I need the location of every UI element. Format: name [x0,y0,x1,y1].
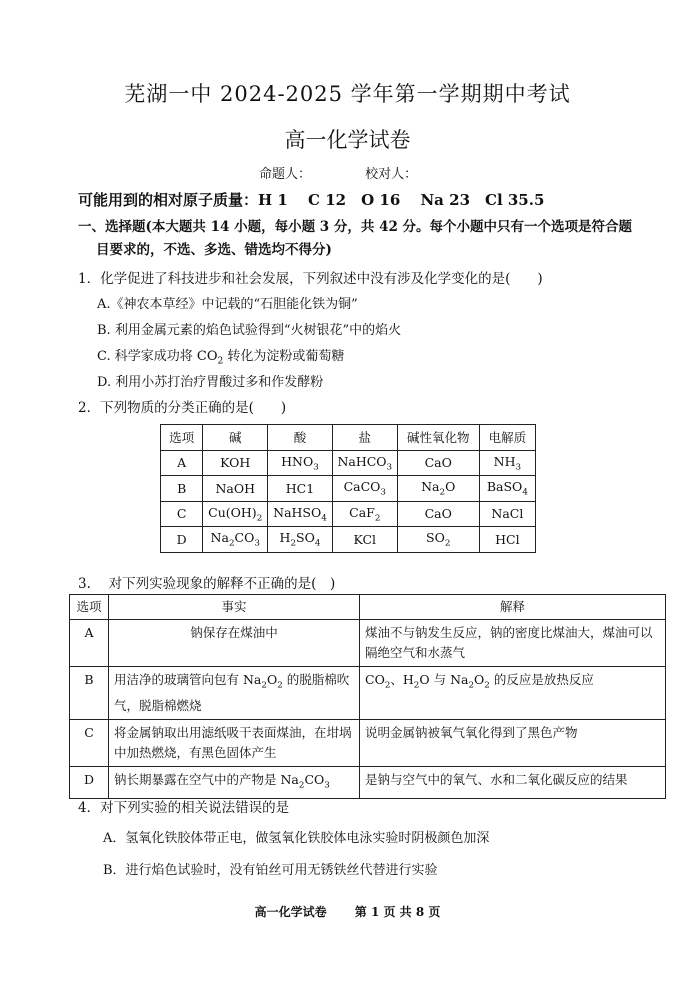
q3-d-fact-pre: 钠长期暴露在空气中的产物是 Na [114,771,299,787]
q1-c-pre: C. 科学家成功将 CO [97,349,218,364]
q2-cell: NaOH [203,476,268,502]
sub: 2 [261,680,267,691]
q3-b-fact-mid: O [266,672,278,687]
q2-cell: $Cu(OH)_2$ [203,501,268,527]
q2-cell: $NH_3$ [479,450,535,476]
q2-cell: A [161,450,203,476]
q3-b-exp-post: 的反应是放热反应 [489,672,594,687]
q4-option-a: A．氢氧化铁胶体带正电，做氢氧化铁胶体电泳实验时阴极颜色加深 [103,831,490,846]
q2-cell: $Na_2CO_3$ [203,527,268,553]
atomic-masses: 可能用到的相对原子质量：H 1 C 12 O 16 Na 23 Cl 35.5 [78,191,545,209]
q2-header: 碱 [203,425,268,451]
q2-cell: CaO [397,501,479,527]
q3-row-a [70,620,666,667]
q2-row-b [161,476,536,502]
q2-cell: $Na_2O$ [397,476,479,502]
q3-fact: 钠保存在煤油中 [109,620,360,667]
q2-cell: KCl [332,527,397,553]
q2-cell: $HNO_3$ [268,450,333,476]
q3-fact: 将金属钠取出用滤纸吸干表面煤油，在坩埚中加热燃烧，有黑色固体产生 [109,719,360,766]
checker-label: 校对人： [365,167,418,182]
q2-table [160,424,536,553]
q3-row-b [70,667,666,720]
q1-c-sub: 2 [217,356,224,367]
q2-cell: CaO [397,450,479,476]
q3-b-exp-mid1: 、H [390,672,414,687]
q3-opt: B [70,667,109,720]
q2-cell: NaCl [479,501,535,527]
q2-header: 盐 [332,425,397,451]
q3-fact [109,667,360,720]
q2-row-d [161,527,536,553]
q1-option-a: A.《神农本草经》中记载的“石胆能化铁为铜” [97,297,358,312]
q3-b-fact-post: 的脱脂棉吹气，脱脂棉燃烧 [114,672,350,713]
sub: 2 [484,680,490,691]
q3-exp: 说明金属钠被氧气氧化得到了黑色产物 [360,719,666,766]
sub: 2 [413,680,420,691]
q3-b-exp-mid2: O 与 Na [419,672,469,687]
q3-header: 选项 [70,595,109,620]
q2-row-a [161,450,536,476]
q3-opt: D [70,766,109,799]
q3-fact [109,766,360,799]
q2-cell: $SO_2$ [397,527,479,553]
q2-header: 碱性氧化物 [397,425,479,451]
question-4-stem: 4．对下列实验的相关说法错误的是 [78,800,290,816]
q2-header: 电解质 [479,425,535,451]
section-line-1: 一、选择题(本大题共 14 小题，每小题 3 分，共 42 分。每个小题中只有一个选项是符合题 [78,219,633,235]
q3-exp: 煤油不与钠发生反应，钠的密度比煤油大，煤油可以隔绝空气和水蒸气 [360,620,666,667]
question-3-stem: 3. 对下列实验现象的解释不正确的是( ) [78,576,336,592]
q3-b-exp-mid3: O [474,672,485,687]
setter-label: 命题人： [259,167,312,182]
q3-row-c [70,719,666,766]
question-2-stem: 2．下列物质的分类正确的是( ) [78,400,287,416]
q3-exp [360,667,666,720]
sub: 2 [277,680,283,691]
footer-page: 第 1 页 共 8 页 [354,905,441,919]
q3-header: 解释 [360,595,666,620]
q3-d-fact-mid: CO [304,771,325,787]
sub: 2 [468,680,475,691]
q3-opt: A [70,620,109,667]
exam-title: 芜湖一中 2024-2025 学年第一学期期中考试 [124,82,571,106]
q3-opt: C [70,719,109,766]
exam-subtitle: 高一化学试卷 [284,128,411,152]
q2-cell: $H_2SO_4$ [268,527,333,553]
q2-header-row [161,425,536,451]
q2-cell: NaHCO$_3$ [332,450,397,476]
q2-cell: CaF$_2$ [332,501,397,527]
sub: 2 [384,680,391,691]
q2-cell: D [161,527,203,553]
q1-c-post: 转化为淀粉或葡萄糖 [223,349,345,364]
q2-header: 酸 [268,425,333,451]
q2-cell: CaCO$_3$ [332,476,397,502]
footer-title: 高一化学试卷 [254,905,327,919]
sub: 3 [324,780,330,790]
q4-option-b: B．进行焰色试验时，没有铂丝可用无锈铁丝代替进行实验 [103,863,438,878]
q2-row-c [161,501,536,527]
q1-option-d: D. 利用小苏打治疗胃酸过多和作发酵粉 [97,375,324,390]
question-1-stem: 1．化学促进了科技进步和社会发展，下列叙述中没有涉及化学变化的是( ) [78,271,543,287]
q2-cell: B [161,476,203,502]
section-line-2: 目要求的，不选、多选、错选均不得分) [96,242,332,258]
q3-table [69,594,666,799]
q1-option-b: B. 利用金属元素的焰色试验得到“火树银花”中的焰火 [97,323,402,338]
q3-exp: 是钠与空气中的氧气、水和二氧化碳反应的结果 [360,766,666,799]
q2-cell: C [161,501,203,527]
q2-header: 选项 [161,425,203,451]
section-heading [78,216,658,262]
sub: 2 [298,780,305,790]
q3-header-row [70,595,666,620]
page-footer [0,903,695,920]
q3-b-fact-pre: 用洁净的玻璃管向包有 Na [114,672,262,687]
q3-row-d [70,766,666,799]
setters-line [259,163,467,182]
q2-cell: KOH [203,450,268,476]
q3-header: 事实 [109,595,360,620]
q1-option-c [97,345,344,367]
q3-b-exp-pre: CO [365,672,385,687]
q2-cell: HC1 [268,476,333,502]
q2-cell: BaSO$_4$ [479,476,535,502]
q2-cell: NaHSO$_4$ [268,501,333,527]
q2-cell: HCl [479,527,535,553]
